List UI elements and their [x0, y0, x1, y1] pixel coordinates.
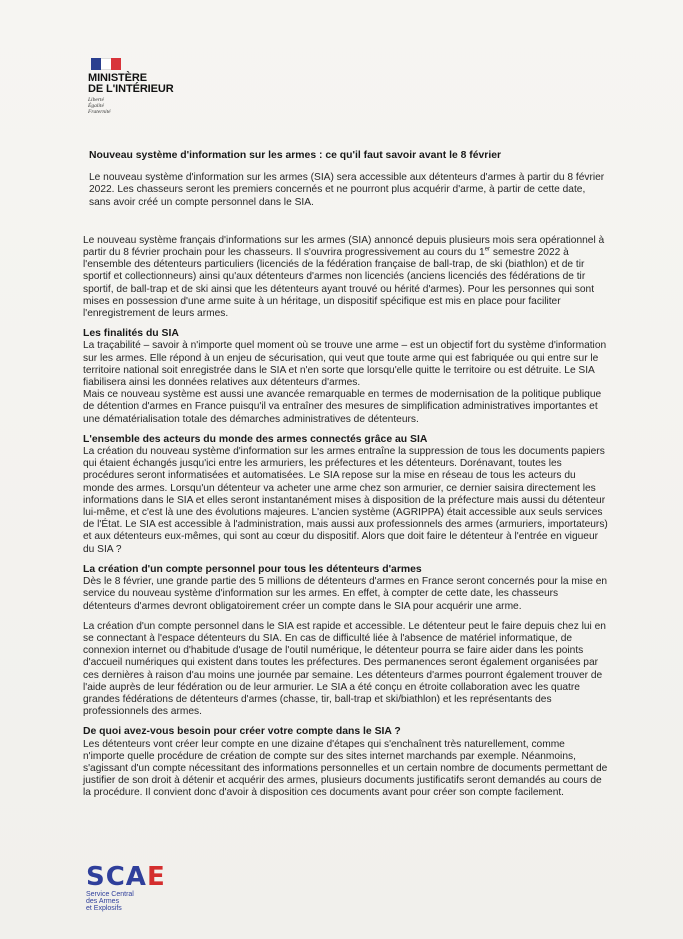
section-heading: L'ensemble des acteurs du monde des armes connectés grâce au SIA: [83, 433, 428, 445]
section-paragraph: La traçabilité – savoir à n'importe quel moment où se trouve une arme – est un objectif fort du système d'information sur les armes. Elle répond à un enjeu de sécurisation, qui veut que toute arme qui est fabriquée ou qui entre sur le territoire national soit enregistrée dans le SIA et n'en sorte que lorsqu'elle quitte le territoire ou est détruite. Le SIA fiabilisera ainsi les données relatives aux détenteurs d'armes.: [83, 340, 607, 389]
section-paragraph: Dès le 8 février, une grande partie des 5 millions de détenteurs d'armes en France seront concernés pour la mise en service du nouveau système d'information sur les armes. En effet, à compter de cette date, les chasseurs détenteurs d'armes devront obligatoirement créer un compte dans le SIA pour acquérir une arme.: [83, 576, 608, 612]
scae-sub-line: des Armes: [86, 898, 120, 905]
section-besoins: [83, 726, 608, 799]
section-paragraph: Mais ce nouveau système est aussi une avancée remarquable en termes de modernisation de la politique publique de détention d'armes en France puisqu'il va entraîner des mesures de simplification administratives importantes et une dématérialisation totale des démarches administratives de détenteurs.: [83, 389, 602, 425]
motto-fraternite: Fraternité: [88, 109, 111, 115]
republic-motto: [88, 97, 288, 115]
section-paragraph: La création du nouveau système d'information sur les armes entraîne la suppression de tous les documents papiers qui étaient échangés jusqu'ici entre les armuriers, les préfectures et les détenteurs. Dorénavant, toutes les procédures seront informatisées et automatisées. Le SIA repose sur la mise en réseau de tous les acteurs du monde des armes. Lorsqu'un détenteur va acheter une arme chez son armurier, ce dernier saisira directement les informations dans le SIA et elles seront instantanément mises à disposition de la préfecture mais aussi du détenteur lui-même, et c'est là une des évolutions majeures. L'ancien système (AGRIPPA) était accessible aux seuls services de l'État. Le SIA est accessible à l'administration, mais aussi aux professionnels des armes (armuriers, importateurs) et aux détenteurs eux-mêmes, qui sont au cœur du dispositif. Alors que doit faire le détenteur à l'entrée en vigueur du SIA ?: [83, 446, 608, 555]
section-heading: Les finalités du SIA: [83, 328, 179, 340]
ministry-header: [88, 58, 288, 115]
document-title: Nouveau système d'information sur les armes : ce qu'il faut savoir avant le 8 février: [89, 150, 502, 161]
section-heading: De quoi avez-vous besoin pour créer votre compte dans le SIA ?: [83, 726, 401, 738]
scae-sub-line: et Explosifs: [86, 905, 122, 912]
section-finalites: [83, 328, 608, 426]
intro-paragraph: Le nouveau système d'information sur les armes (SIA) sera accessible aux détenteurs d'armes à partir du 8 février 2022. Les chasseurs seront les premiers concernés et ne pourront plus acquérir d'arme, à partir de cette date, sans avoir créé un compte personnel dans le SIA.: [89, 172, 605, 208]
french-flag-icon: [91, 58, 121, 70]
scae-logo-letters: SCA: [86, 862, 147, 892]
section-acteurs: [83, 434, 608, 556]
scae-logo-subtitle: [86, 891, 176, 912]
motto-liberte: Liberté: [88, 97, 104, 103]
motto-egalite: Égalité: [88, 103, 104, 109]
document-body: [83, 150, 608, 808]
scae-logo-wordmark: [86, 864, 176, 890]
ministry-name-line2: DE L'INTÉRIEUR: [88, 83, 174, 95]
scae-logo-e: E: [146, 862, 166, 892]
context-text-a: Le nouveau système français d'informations sur les armes (SIA) annoncé depuis plusieurs mois sera opérationnel à partir du 8 février prochain pour les chasseurs. Il s'ouvrira progressivement au cours du 1: [83, 234, 605, 259]
scae-sub-line: Service Central: [86, 891, 134, 898]
section-heading: La création d'un compte personnel pour tous les détenteurs d'armes: [83, 563, 422, 575]
ministry-name-line1: MINISTÈRE: [88, 72, 147, 84]
section-paragraph: Les détenteurs vont créer leur compte en une dizaine d'étapes qui s'enchaînent très naturellement, comme n'importe quelle procédure de création de compte sur des sites internet marchands par exemple. Néanmoins, s'agissant d'un compte nécessitant des informations personnelles et un certain nombre de documents permettant de justifier de son droit à détenir et acquérir des armes, plusieurs documents justificatifs seront demandés au cours de la procédure. Il convient donc d'avoir à disposition ces documents avant pour créer son compte facilement.: [83, 738, 608, 799]
scae-logo: [86, 864, 176, 924]
context-text-b: semestre 2022 à l'ensemble des détenteurs particuliers (licenciés de la fédération française de ball-trap, de ski (biathlon) et de tir sportif et collectionneurs) ainsi qu'aux détenteurs d'armes non licenciés (anciens licenciés des fédérations de tir sportif, de ball-trap et de ski ainsi que les détenteurs ayant trouvé ou hérité d'armes). Pour les personnes qui sont mises en possession d'une arme suite à un héritage, un dispositif spécifique est mis en place pour faciliter l'enregistrement de leurs armes.: [83, 247, 595, 320]
context-superscript: er: [484, 246, 491, 253]
context-paragraph: [83, 235, 608, 320]
section-compte-personnel: [83, 564, 608, 718]
section-paragraph: La création d'un compte personnel dans le SIA est rapide et accessible. Le détenteur peut le faire depuis chez lui en se connectant à l'espace détenteurs du SIA. En cas de difficulté liée à l'absence de matériel informatique, de connexion internet ou d'habitude d'usage de l'outil numérique, le détenteur pourra se faire aider dans les points d'accueil numériques qui existent dans toutes les préfectures. Des permanences seront également organisées par ces dernières à raison d'au moins une journée par semaine. Les détenteurs d'armes pourront également trouver de l'aide auprès de leur fédération ou de leur armurier. Le SIA a été conçu en étroite collaboration avec les quatre grandes fédérations de détenteurs d'armes (chasse, tir, ball-trap et ski/biathlon) et les représentants des professionnels des armes.: [83, 620, 606, 718]
